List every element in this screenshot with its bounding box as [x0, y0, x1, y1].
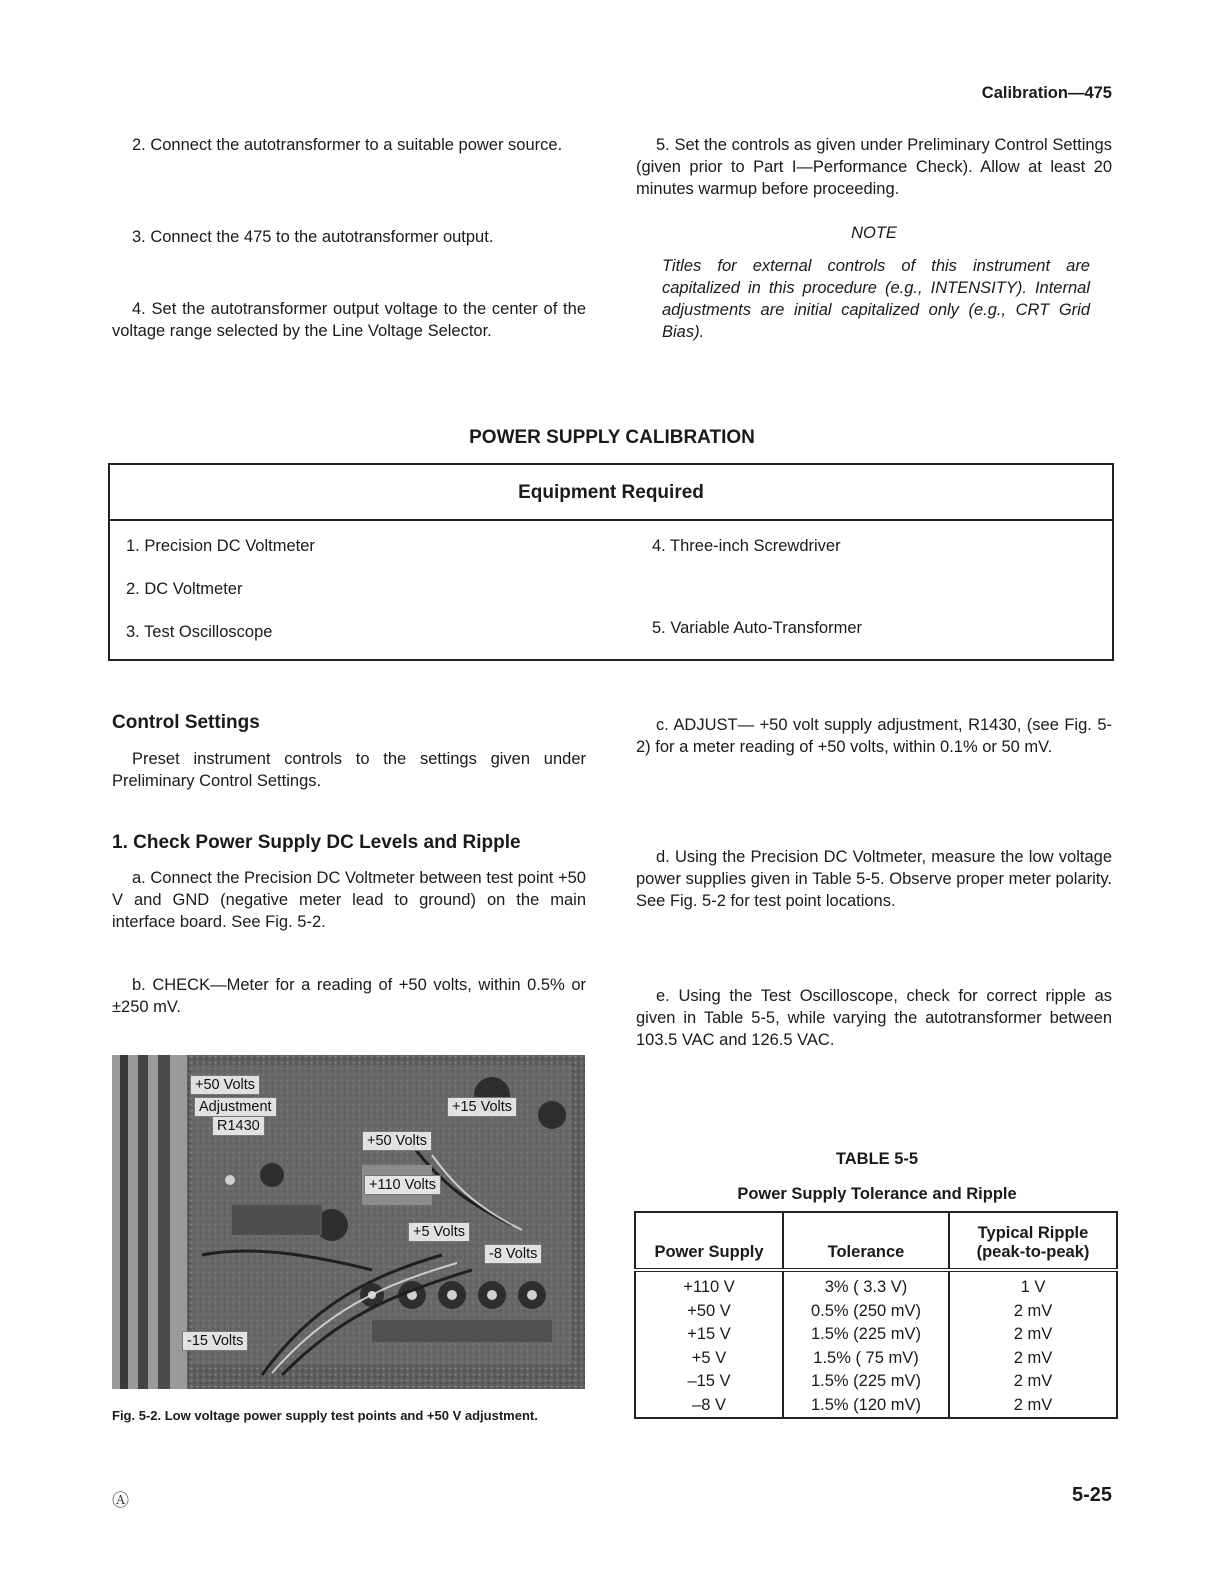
equipment-required-box	[108, 463, 1114, 661]
table-cell: 1.5% (225 mV)	[783, 1370, 949, 1394]
equipment-item: 2. DC Voltmeter	[126, 580, 243, 598]
table-cell: 0.5% (250 mV)	[783, 1300, 949, 1324]
page-number: 5-25	[1071, 1484, 1112, 1506]
table-cell: 2 mV	[949, 1300, 1117, 1324]
table-row	[635, 1394, 1117, 1419]
table-header: Tolerance	[783, 1212, 949, 1270]
equipment-heading: Equipment Required	[110, 465, 1112, 521]
note-title: NOTE	[851, 224, 897, 242]
power-supply-photo	[112, 1055, 585, 1389]
table-cell: –15 V	[635, 1370, 783, 1394]
label-plus110v: +110 Volts	[364, 1175, 441, 1195]
table-row	[635, 1300, 1117, 1324]
control-settings-heading: Control Settings	[112, 712, 260, 733]
tektronix-logo-icon: Ⓐ	[112, 1491, 129, 1510]
table-header: Typical Ripple (peak-to-peak)	[949, 1212, 1117, 1270]
step-4: 4. Set the autotransformer output voltage to the center of the voltage range selected by the Line Voltage Selector.	[112, 300, 586, 340]
step-e: e. Using the Test Oscilloscope, check for correct ripple as given in Table 5-5, while varying the autotransformer between 103.5 VAC and 126.5 VAC.	[636, 987, 1112, 1049]
table-cell: +110 V	[635, 1270, 783, 1300]
table-cell: 1.5% ( 75 mV)	[783, 1347, 949, 1371]
table-title: TABLE 5-5	[835, 1150, 919, 1168]
equipment-item: 4. Three-inch Screwdriver	[652, 537, 841, 555]
table-row	[635, 1323, 1117, 1347]
equipment-item: 3. Test Oscilloscope	[126, 623, 273, 641]
section-title: POWER SUPPLY CALIBRATION	[469, 427, 755, 448]
label-minus8v: -8 Volts	[484, 1244, 542, 1264]
table-cell: 2 mV	[949, 1394, 1117, 1419]
table-cell: 1 V	[949, 1270, 1117, 1300]
step-d: d. Using the Precision DC Voltmeter, measure the low voltage power supplies given in Table 5-5. Observe proper meter polarity. See Fig. 5-2 for test point locations.	[636, 848, 1112, 910]
step-5: 5. Set the controls as given under Preliminary Control Settings (given prior to Part I—Performance Check). Allow at least 20 minutes warmup before proceeding.	[636, 136, 1112, 198]
label-plus50v: +50 Volts	[362, 1131, 432, 1151]
table-cell: +50 V	[635, 1300, 783, 1324]
table-cell: 1.5% (225 mV)	[783, 1323, 949, 1347]
table-header: Power Supply	[635, 1212, 783, 1270]
step-a: a. Connect the Precision DC Voltmeter between test point +50 V and GND (negative meter lead to ground) on the main interface board. See Fig. 5-2.	[112, 869, 586, 931]
step-c: c. ADJUST— +50 volt supply adjustment, R1430, (see Fig. 5-2) for a meter reading of +50 volts, within 0.1% or 50 mV.	[636, 716, 1112, 756]
equipment-item: 5. Variable Auto-Transformer	[652, 619, 863, 637]
label-50v-adjustment: Adjustment	[194, 1097, 277, 1117]
tolerance-ripple-table	[634, 1211, 1118, 1419]
control-settings-text: Preset instrument controls to the settings given under Preliminary Control Settings.	[112, 750, 586, 790]
label-r1430: R1430	[212, 1116, 265, 1136]
label-50v-adjustment: +50 Volts	[190, 1075, 260, 1095]
table-cell: 2 mV	[949, 1323, 1117, 1347]
table-cell: +15 V	[635, 1323, 783, 1347]
label-plus15v: +15 Volts	[447, 1097, 517, 1117]
step-3: 3. Connect the 475 to the autotransformer output.	[132, 228, 494, 246]
note-text: Titles for external controls of this instrument are capitalized in this procedure (e.g., INTENSITY). Internal adjustments are initial capitalized only (e.g., CRT Grid Bias).	[662, 257, 1090, 341]
table-cell: +5 V	[635, 1347, 783, 1371]
table-cell: –8 V	[635, 1394, 783, 1419]
figure-caption: Fig. 5-2. Low voltage power supply test points and +50 V adjustment.	[112, 1408, 538, 1423]
label-plus5v: +5 Volts	[408, 1222, 470, 1242]
table-row	[635, 1347, 1117, 1371]
step-2: 2. Connect the autotransformer to a suitable power source.	[132, 136, 563, 154]
table-row	[635, 1370, 1117, 1394]
step-b: b. CHECK—Meter for a reading of +50 volts, within 0.5% or ±250 mV.	[112, 976, 586, 1016]
running-header: Calibration—475	[981, 84, 1112, 102]
table-subtitle: Power Supply Tolerance and Ripple	[737, 1185, 1017, 1203]
table-cell: 1.5% (120 mV)	[783, 1394, 949, 1419]
check-heading: 1. Check Power Supply DC Levels and Ripple	[112, 832, 521, 853]
table-cell: 3% ( 3.3 V)	[783, 1270, 949, 1300]
table-row	[635, 1270, 1117, 1300]
table-cell: 2 mV	[949, 1370, 1117, 1394]
equipment-item: 1. Precision DC Voltmeter	[126, 537, 315, 555]
table-cell: 2 mV	[949, 1347, 1117, 1371]
label-minus15v: -15 Volts	[182, 1331, 248, 1351]
